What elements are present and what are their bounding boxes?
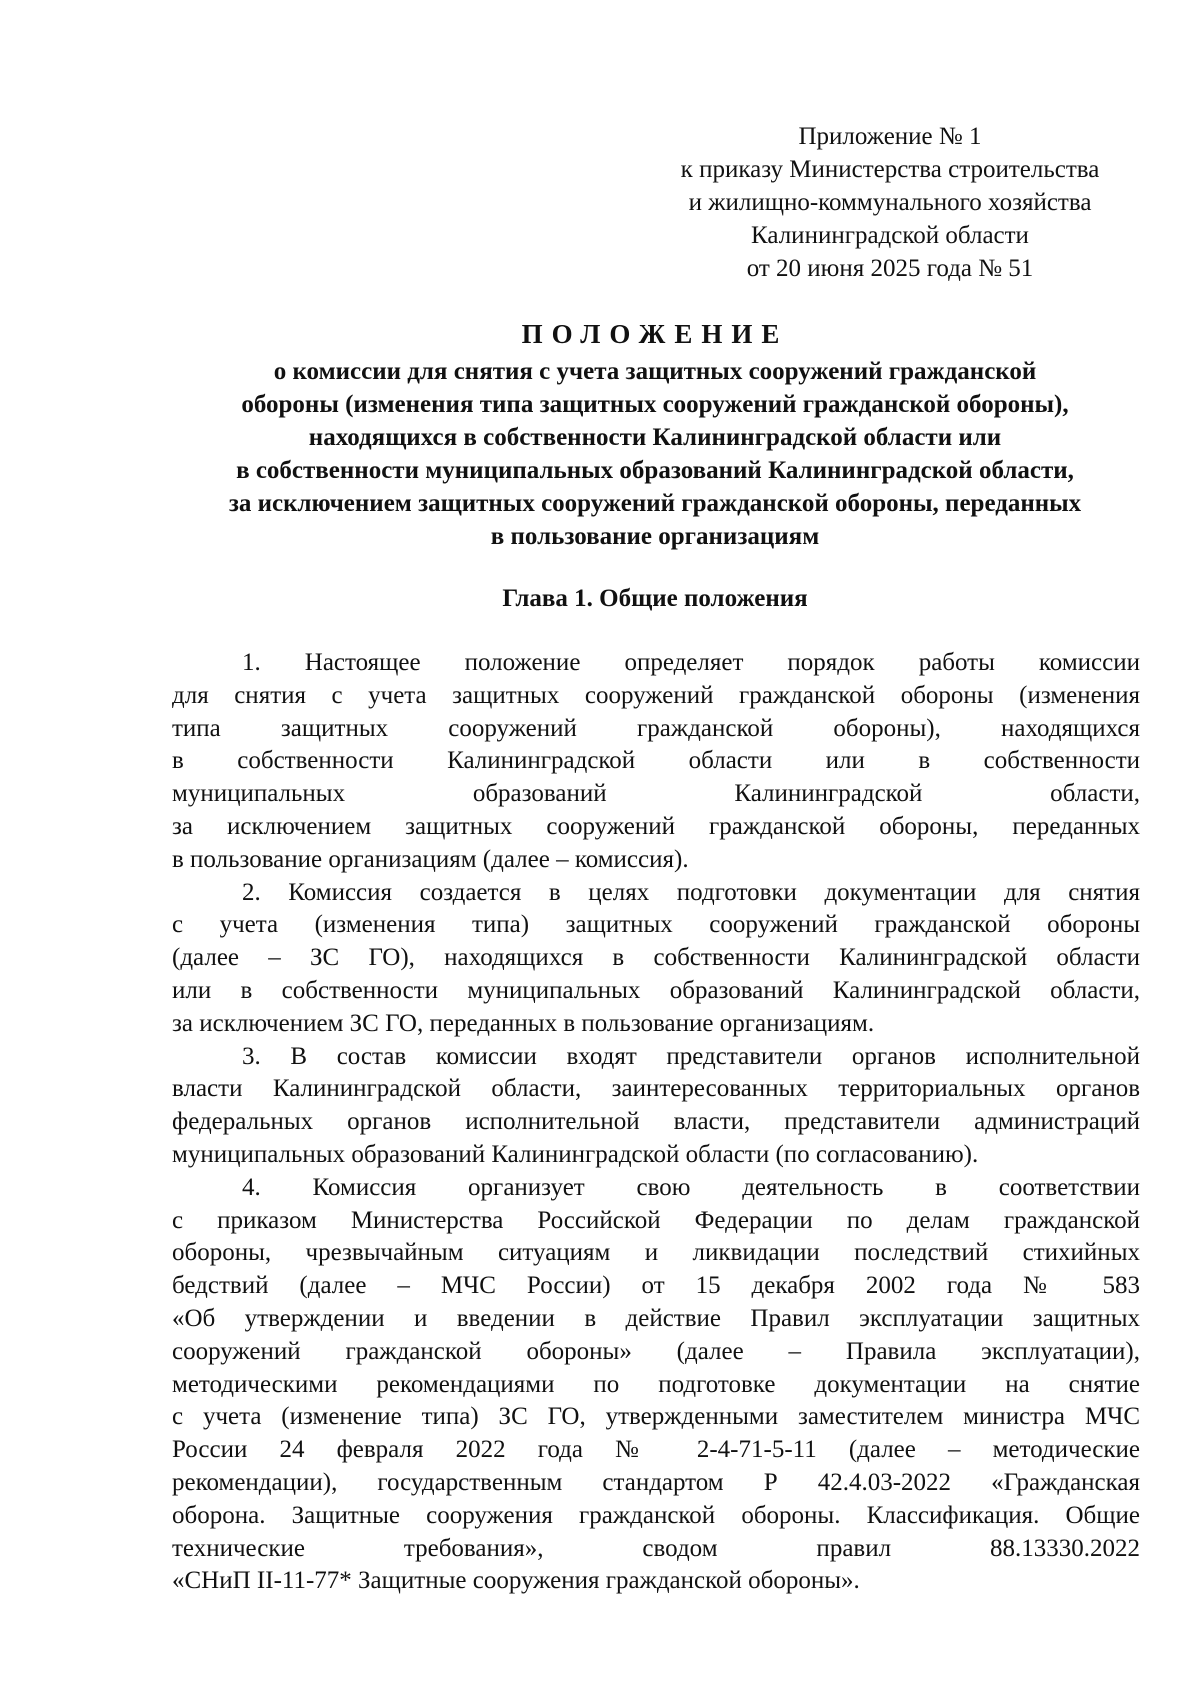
subtitle-line: обороны (изменения типа защитных сооружений гражданской обороны), xyxy=(241,391,1069,418)
paragraph-line: «Об утверждении и введении в действие Правил эксплуатации защитных xyxy=(172,1304,1140,1332)
appendix-line: Калининградской области xyxy=(751,222,1029,249)
appendix-line: Приложение № 1 xyxy=(798,123,982,150)
paragraph-line: или в собственности муниципальных образований Калининградской области, xyxy=(172,976,1140,1004)
paragraph-line: в собственности Калининградской области или в собственности xyxy=(172,747,1140,775)
paragraph-3 xyxy=(172,1041,1140,1172)
paragraph-line: 1. Настоящее положение определяет порядок работы комиссии xyxy=(242,649,1140,676)
paragraph-line: методическими рекомендациями по подготовке документации на снятие xyxy=(172,1370,1140,1398)
paragraph-line: 4. Комиссия организует свою деятельность в соответствии xyxy=(242,1173,1140,1201)
paragraph-1 xyxy=(172,647,1140,877)
paragraph-line: муниципальных образований Калининградской области, xyxy=(172,780,1140,808)
paragraph-line: бедствий (далее – МЧС России) от 15 декабря 2002 года № 583 xyxy=(172,1272,1140,1300)
paragraph-line: муниципальных образований Калининградской области (по согласованию). xyxy=(172,1140,979,1168)
title-heading: ПОЛОЖЕНИЕ xyxy=(521,319,789,349)
paragraph-line: федеральных органов исполнительной власти, представители администраций xyxy=(172,1108,1140,1136)
subtitle-line: о комиссии для снятия с учета защитных сооружений гражданской xyxy=(273,358,1037,385)
paragraph-line: с учета (изменения типа) защитных сооружений гражданской обороны xyxy=(172,911,1140,939)
subtitle-line: в собственности муниципальных образований Калининградской области, xyxy=(236,457,1074,484)
paragraph-line: за исключением ЗС ГО, переданных в пользование организациям. xyxy=(172,1009,875,1037)
document-title xyxy=(170,318,1140,553)
appendix-line: к приказу Министерства строительства xyxy=(680,156,1100,183)
paragraph-line: оборона. Защитные сооружения гражданской обороны. Классификация. Общие xyxy=(172,1501,1140,1529)
paragraph-line: «СНиП II-11-77* Защитные сооружения гражданской обороны». xyxy=(172,1567,860,1595)
paragraph-line: России 24 февраля 2022 года № 2-4-71-5-11 (далее – методические xyxy=(172,1436,1140,1464)
paragraph-line: для снятия с учета защитных сооружений гражданской обороны (изменения xyxy=(172,681,1140,709)
paragraph-2 xyxy=(172,877,1140,1041)
chapter-heading: Глава 1. Общие положения xyxy=(502,585,808,612)
paragraph-line: в пользование организациям (далее – комиссия). xyxy=(172,845,689,873)
paragraph-line: с учета (изменение типа) ЗС ГО, утвержденными заместителем министра МЧС xyxy=(172,1403,1140,1431)
subtitle-line: находящихся в собственности Калининградской области или xyxy=(308,424,1002,451)
body-text xyxy=(172,647,1140,1598)
paragraph-line: сооружений гражданской обороны» (далее – Правила эксплуатации), xyxy=(172,1337,1140,1365)
appendix-block xyxy=(640,120,1140,285)
title-subtitle xyxy=(170,355,1140,553)
subtitle-line: в пользование организациям xyxy=(490,523,820,550)
paragraph-line: технические требования», сводом правил 88.13330.2022 xyxy=(172,1534,1140,1562)
paragraph-line: за исключением защитных сооружений гражданской обороны, переданных xyxy=(172,812,1140,840)
paragraph-line: 3. В состав комиссии входят представители органов исполнительной xyxy=(242,1042,1140,1070)
paragraph-line: типа защитных сооружений гражданской обороны), находящихся xyxy=(172,714,1140,742)
appendix-line: и жилищно-коммунального хозяйства xyxy=(688,189,1092,216)
subtitle-line: за исключением защитных сооружений гражданской обороны, переданных xyxy=(228,490,1082,517)
paragraph-line: (далее – ЗС ГО), находящихся в собственности Калининградской области xyxy=(172,944,1140,972)
paragraph-line: власти Калининградской области, заинтересованных территориальных органов xyxy=(172,1075,1140,1103)
paragraph-line: рекомендации), государственным стандартом Р 42.4.03-2022 «Гражданская xyxy=(172,1468,1140,1496)
paragraph-4 xyxy=(172,1172,1140,1598)
paragraph-line: с приказом Министерства Российской Федерации по делам гражданской xyxy=(172,1206,1140,1234)
paragraph-line: 2. Комиссия создается в целях подготовки документации для снятия xyxy=(242,878,1140,906)
paragraph-line: обороны, чрезвычайным ситуациям и ликвидации последствий стихийных xyxy=(172,1239,1140,1267)
appendix-line: от 20 июня 2025 года № 51 xyxy=(746,255,1034,282)
